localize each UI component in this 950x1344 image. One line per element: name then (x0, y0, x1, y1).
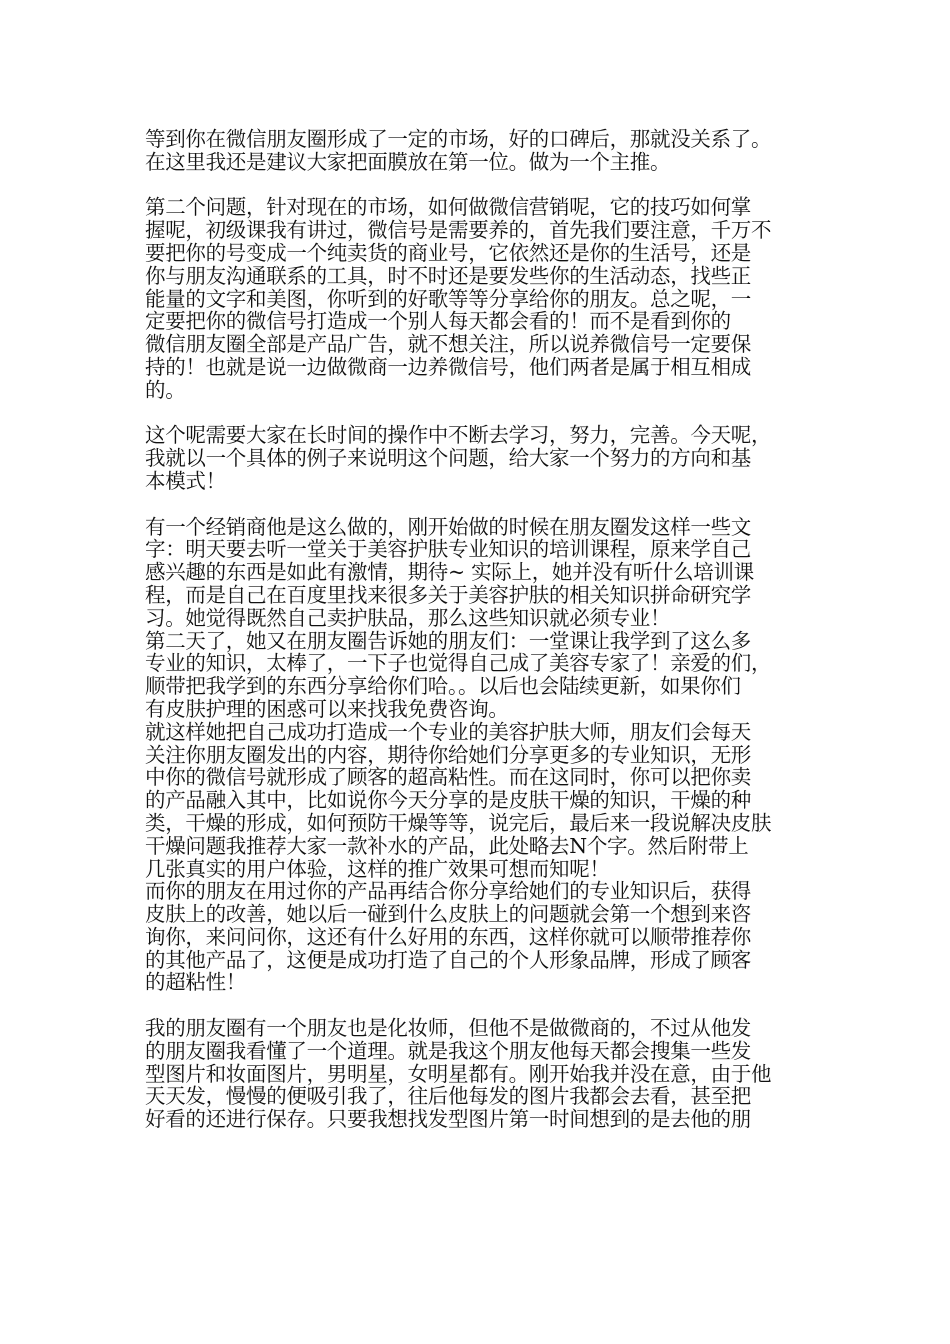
paragraph-market-reputation: 等到你在微信朋友圈形成了一定的市场，好的口碑后，那就没关系了。 在这里我还是建议大家把面膜放在第一位。做为一个主推。 (145, 127, 772, 174)
paragraph-gap (145, 174, 825, 197)
paragraph-learning-example: 这个呢需要大家在长时间的操作中不断去学习，努力，完善。今天呢， 我就以一个具体的例子来说明这个问题，给大家一个努力的方向和基 本模式！ (145, 423, 772, 493)
paragraph-gap (145, 994, 825, 1017)
paragraph-makeup-artist-friend: 我的朋友圈有一个朋友也是化妆师，但他不是做微商的，不过从他发 的朋友圈我看懂了一个道理。就是我这个朋友他每天都会搜集一些发 型图片和妆面图片，男明星，女明星都有。刚开始我并没在意，由于他 天天发，慢慢的便吸引我了，往后他每发的图片我都会去看，甚至把 好看的还进行保存。只要我想找发型图片第一时间想到的是去他的朋 (145, 1016, 772, 1132)
paragraph-gap (145, 493, 825, 516)
paragraph-wechat-marketing: 第二个问题，针对现在的市场，如何做微信营销呢，它的技巧如何掌 握呢，初级课我有讲过，微信号是需要养的，首先我们要注意，千万不 要把你的号变成一个纯卖货的商业号，它依然还是你的生活号，还是 你与朋友沟通联系的工具，时不时还是要发些你的生活动态，找些正 能量的文字和美图，你听到的好歌等等分享给你的朋友。总之呢，一 定要把你的微信号打造成一个别人每天都会看的！而不是看到你的 微信朋友圈全部是产品广告，就不想关注，所以说养微信号一定要保 持的！也就是说一边做微商一边养微信号，他们两者是属于相互相成 的。 (145, 195, 772, 402)
paragraph-gap (145, 402, 825, 425)
paragraph-distributor-case: 有一个经销商他是这么做的，刚开始做的时候在朋友圈发这样一些文 字：明天要去听一堂关于美容护肤专业知识的培训课程，原来学自己 感兴趣的东西是如此有激情，期待~ 实际上，她并没有听什么培训课 程，而是自己在百度里找来很多关于美容护肤的相关知识拼命研究学 习。她觉得既然自己卖护肤品，那么这些知识就必须专业！ 第二天了，她又在朋友圈告诉她的朋友们：一堂课让我学到了这么多 专业的知识，太棒了，一下子也觉得自己成了美容专家了！亲爱的们， 顺带把我学到的东西分享给你们哈。。以后也会陆续更新，如果你们 有皮肤护理的困惑可以来找我免费咨询。 就这样她把自己成功打造成一个专业的美容护肤大师，朋友们会每天 关注你朋友圈发出的内容，期待你给她们分享更多的专业知识，无形 中你的微信号就形成了顾客的超高粘性。而在这同时，你可以把你卖 的产品融入其中，比如说你今天分享的是皮肤干燥的知识，干燥的种 类，干燥的形成，如何预防干燥等等，说完后，最后来一段说解决皮肤 干燥问题我推荐大家一款补水的产品，此处略去N个字。然后附带上 几张真实的用户体验，这样的推广效果可想而知呢！ 而你的朋友在用过你的产品再结合你分享给她们的专业知识后，获得 皮肤上的改善，她以后一碰到什么皮肤上的问题就会第一个想到来咨 询你，来问问你，这还有什么好用的东西，这样你就可以顺带推荐你 的其他产品了，这便是成功打造了自己的个人形象品牌，形成了顾客 的超粘性！ (145, 514, 772, 995)
document-body (145, 128, 825, 1131)
